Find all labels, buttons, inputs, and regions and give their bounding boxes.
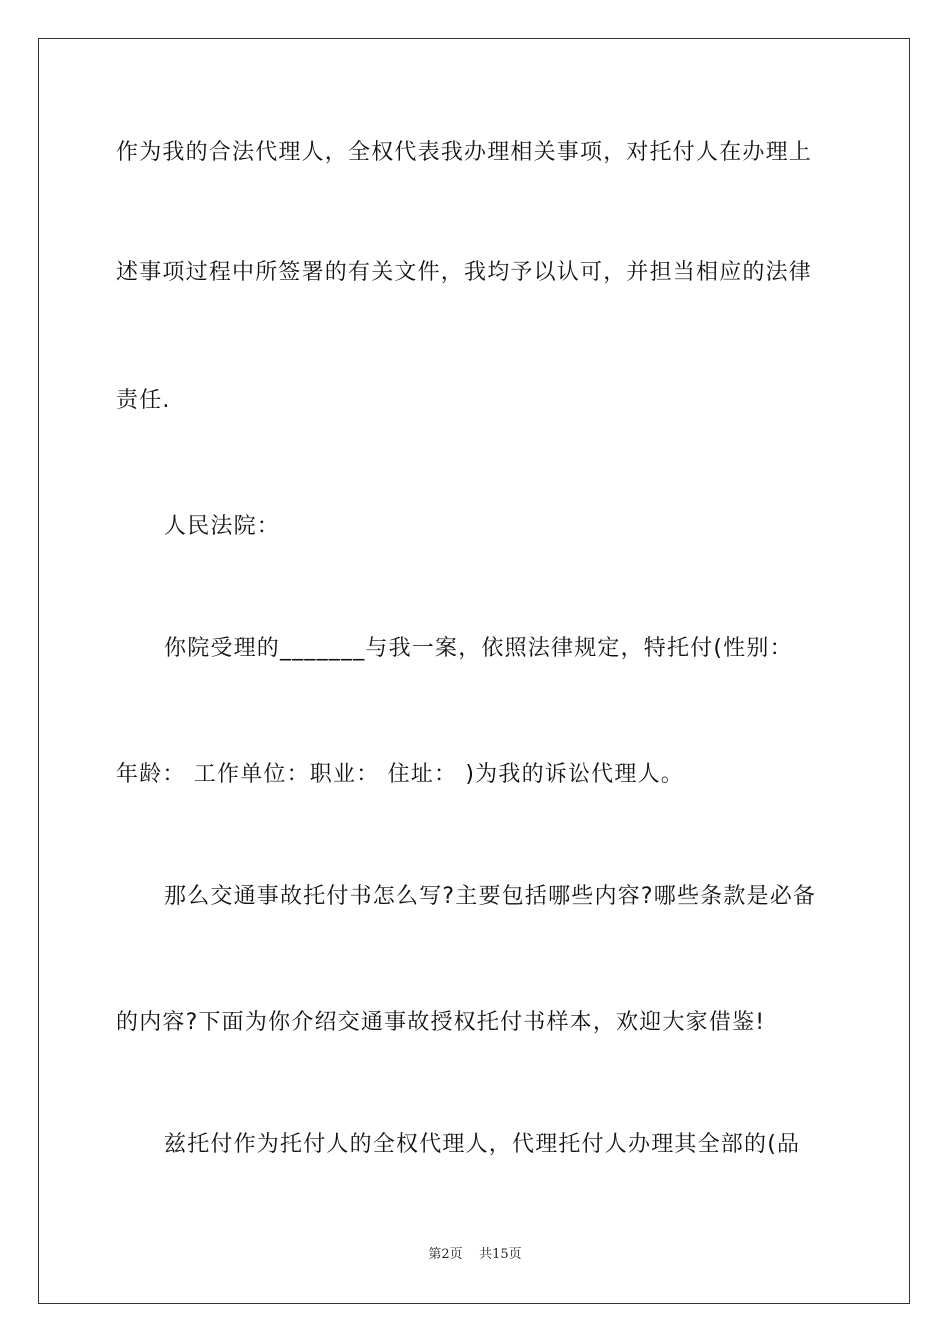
text-line-7: 那么交通事故托付书怎么写?主要包括哪些内容?哪些条款是必备 — [164, 884, 817, 909]
page-frame — [38, 38, 910, 1304]
page-number: 第2页 — [428, 1247, 463, 1262]
text-line-3: 责任. — [116, 388, 171, 413]
text-line-1: 作为我的合法代理人，全权代表我办理相关事项，对托付人在办理上 — [116, 140, 813, 165]
text-line-6: 年龄： 工作单位：职业： 住址： )为我的诉讼代理人。 — [116, 762, 684, 787]
text-line-2: 述事项过程中所签署的有关文件，我均予以认可，并担当相应的法律 — [116, 260, 813, 285]
text-line-5: 你院受理的_______与我一案，依照法律规定，特托付(性别： — [164, 636, 793, 661]
page-total: 共15页 — [479, 1247, 522, 1262]
text-line-8: 的内容?下面为你介绍交通事故授权托付书样本，欢迎大家借鉴! — [116, 1010, 766, 1035]
text-line-9: 兹托付作为托付人的全权代理人，代理托付人办理其全部的(品 — [164, 1132, 801, 1157]
page-footer — [0, 1246, 950, 1264]
text-line-4: 人民法院： — [164, 514, 281, 539]
